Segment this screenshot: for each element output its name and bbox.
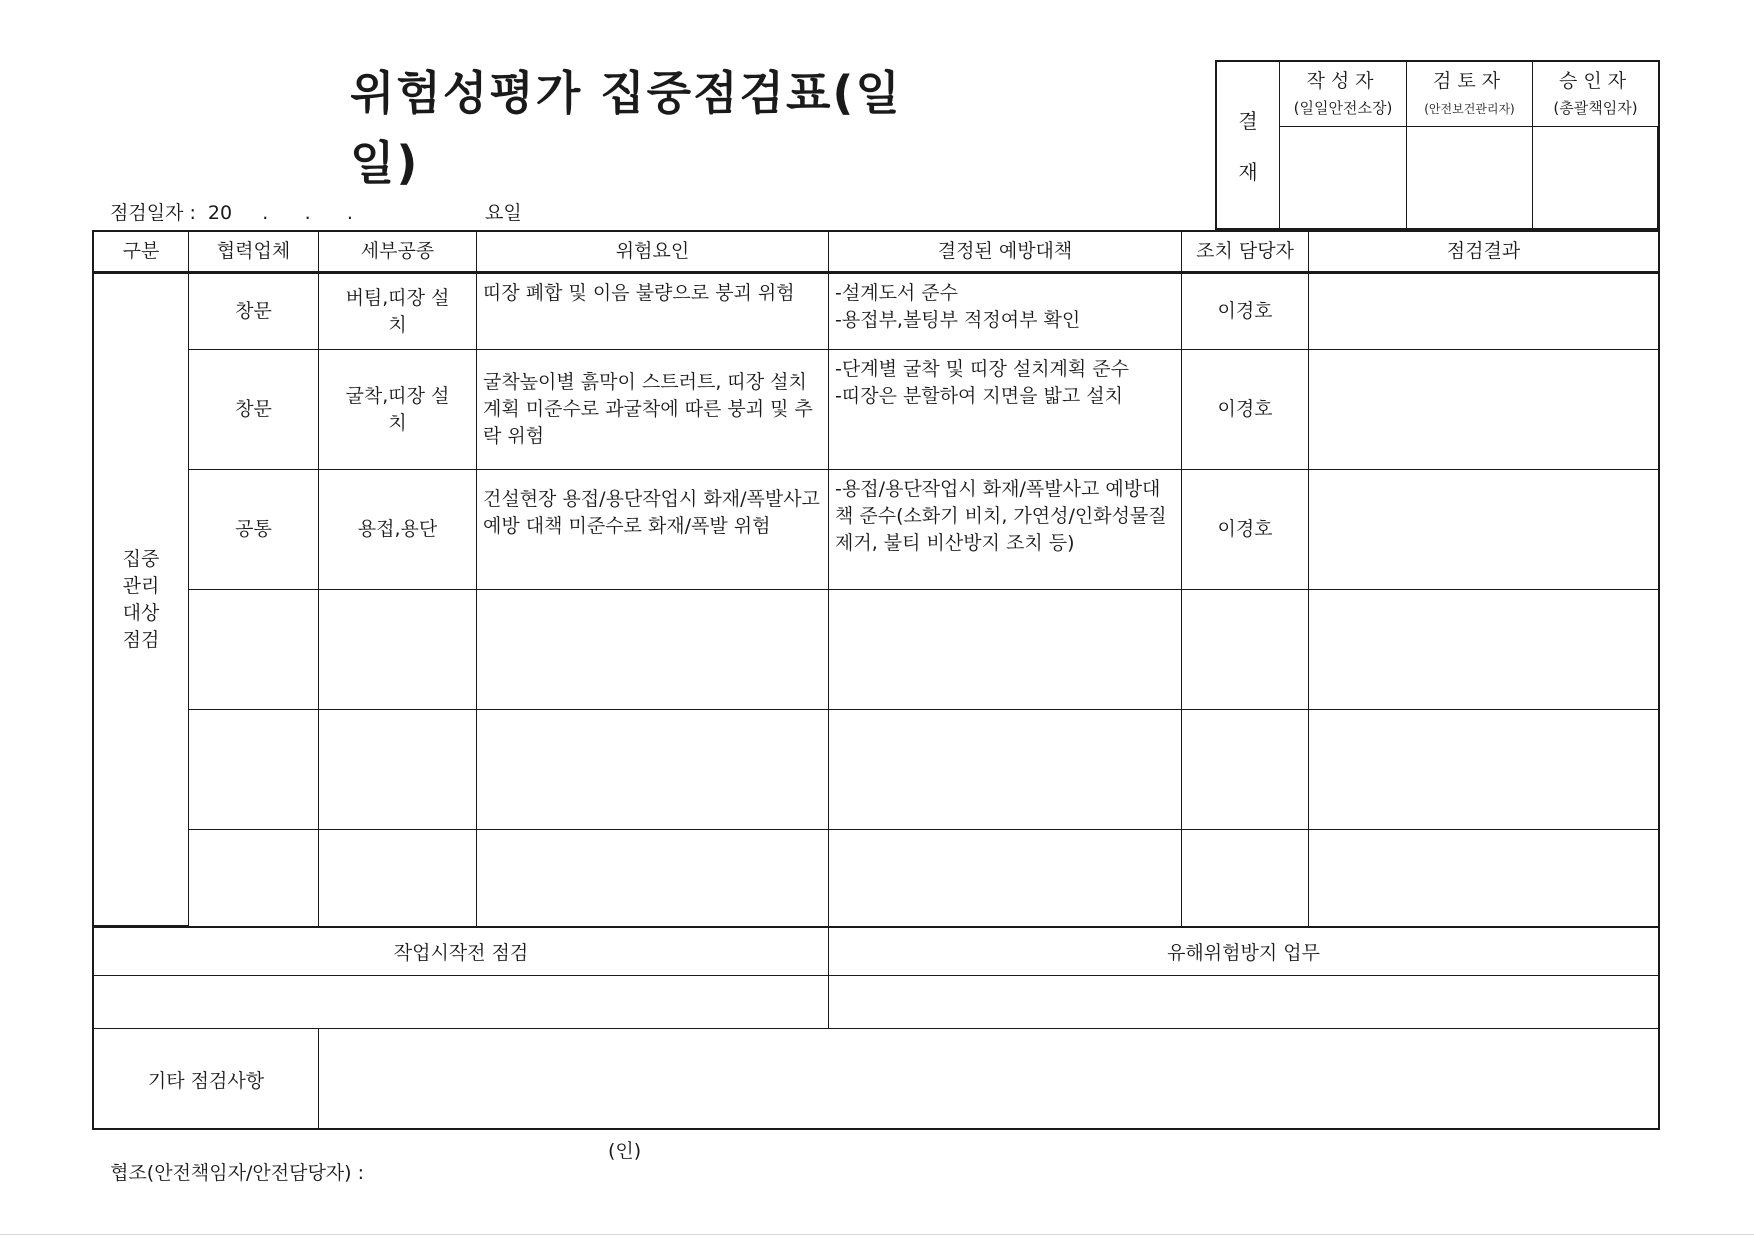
row4-measure[interactable] (829, 590, 1182, 710)
category-line: 점검 (122, 628, 160, 651)
row4-work-type[interactable] (319, 590, 477, 710)
pre-work-check-label: 작업시작전 점검 (94, 928, 829, 976)
header-work-type: 세부공종 (319, 232, 477, 274)
approval-sub-writer: (일일안전소장) (1293, 99, 1393, 117)
category-line: 집중 (122, 547, 160, 570)
row4-hazard[interactable] (477, 590, 829, 710)
category-cell (94, 274, 189, 926)
approval-box (1215, 60, 1660, 230)
approval-jae: 재 (1238, 160, 1258, 184)
other-check-value[interactable] (319, 1029, 1658, 1129)
row2-result[interactable] (1309, 350, 1658, 470)
approval-head-reviewer (1407, 62, 1533, 127)
pre-work-check-value[interactable] (94, 976, 829, 1028)
row3-hazard[interactable]: 건설현장 용접/용단작업시 화재/폭발사고 예방 대책 미준수로 화재/폭발 위험 (477, 470, 829, 590)
row5-result[interactable] (1309, 710, 1658, 830)
other-check-label: 기타 점검사항 (94, 1029, 319, 1129)
row2-measure[interactable]: -단계별 굴착 및 띠장 설치계획 준수 -띠장은 분할하여 지면을 밟고 설치 (829, 350, 1182, 470)
row5-partner[interactable] (189, 710, 319, 830)
row5-measure[interactable] (829, 710, 1182, 830)
row6-measure[interactable] (829, 830, 1182, 926)
row3-measure[interactable]: -용접/용단작업시 화재/폭발사고 예방대책 준수(소화기 비치, 가연성/인화성물질 제거, 불티 비산방지 조치 등) (829, 470, 1182, 590)
approval-role-reviewer: 검토자 (1432, 70, 1507, 92)
header-hazard: 위험요인 (477, 232, 829, 274)
row6-work-type[interactable] (319, 830, 477, 926)
inspection-weekday: 요일 (485, 202, 522, 224)
row4-result[interactable] (1309, 590, 1658, 710)
inspection-date-line (110, 198, 522, 225)
row6-hazard[interactable] (477, 830, 829, 926)
row6-result[interactable] (1309, 830, 1658, 926)
row4-manager[interactable] (1182, 590, 1309, 710)
approval-gyeol: 결 (1238, 109, 1258, 133)
header-result: 점검결과 (1309, 232, 1658, 274)
row1-result[interactable] (1309, 274, 1658, 350)
row4-partner[interactable] (189, 590, 319, 710)
approval-sub-approver: (총괄책임자) (1553, 99, 1638, 117)
category-line: 관리 (122, 574, 160, 597)
header-category: 구분 (94, 232, 189, 274)
approval-head-approver (1533, 62, 1658, 127)
page-bottom-line (0, 1234, 1754, 1235)
header-measure: 결정된 예방대책 (829, 232, 1182, 274)
row1-work-type[interactable]: 버팀,띠장 설치 (319, 274, 477, 350)
approval-role-approver: 승인자 (1558, 70, 1633, 92)
approval-label (1217, 62, 1280, 228)
inspection-table (92, 230, 1660, 1130)
row2-manager[interactable]: 이경호 (1182, 350, 1309, 470)
row1-manager[interactable]: 이경호 (1182, 274, 1309, 350)
cooperation-seal[interactable]: (인) (608, 1140, 642, 1162)
row6-partner[interactable] (189, 830, 319, 926)
approval-role-writer: 작성자 (1306, 70, 1380, 92)
inspection-date-label: 점검일자 : 20 . . . (110, 202, 353, 224)
row2-work-type[interactable]: 굴착,띠장 설치 (319, 350, 477, 470)
row5-manager[interactable] (1182, 710, 1309, 830)
approval-sign-reviewer[interactable] (1407, 127, 1533, 228)
row3-work-type[interactable]: 용접,용단 (319, 470, 477, 590)
row3-result[interactable] (1309, 470, 1658, 590)
document-title: 위험성평가 집중점검표(일일) (350, 66, 902, 190)
approval-sub-reviewer: (안전보건관리자) (1424, 102, 1515, 116)
other-section (94, 1028, 1658, 1129)
row2-partner[interactable]: 창문 (189, 350, 319, 470)
row3-manager[interactable]: 이경호 (1182, 470, 1309, 590)
header-partner: 협력업체 (189, 232, 319, 274)
row1-measure[interactable]: -설계도서 준수 -용접부,볼팅부 적정여부 확인 (829, 274, 1182, 350)
approval-head-writer (1280, 62, 1407, 127)
header-manager: 조치 담당자 (1182, 232, 1309, 274)
row1-hazard[interactable]: 띠장 폐합 및 이음 불량으로 붕괴 위험 (477, 274, 829, 350)
hazard-prevention-label: 유해위험방지 업무 (829, 928, 1658, 976)
category-label (121, 546, 161, 654)
inspection-grid (94, 232, 1658, 926)
category-line: 대상 (122, 601, 160, 624)
cooperation-label: 협조(안전책임자/안전담당자) : (110, 1162, 365, 1184)
row5-hazard[interactable] (477, 710, 829, 830)
row5-work-type[interactable] (319, 710, 477, 830)
hazard-prevention-value[interactable] (829, 976, 1658, 1028)
cooperation-line (98, 1136, 642, 1207)
row3-partner[interactable]: 공통 (189, 470, 319, 590)
bottom-section (94, 926, 1658, 1028)
row1-partner[interactable]: 창문 (189, 274, 319, 350)
row2-hazard[interactable]: 굴착높이별 흙막이 스트러트, 띠장 설치계획 미준수로 과굴착에 따른 붕괴 및 추락 위험 (477, 350, 829, 470)
row6-manager[interactable] (1182, 830, 1309, 926)
approval-sign-approver[interactable] (1533, 127, 1658, 228)
approval-sign-writer[interactable] (1280, 127, 1407, 228)
